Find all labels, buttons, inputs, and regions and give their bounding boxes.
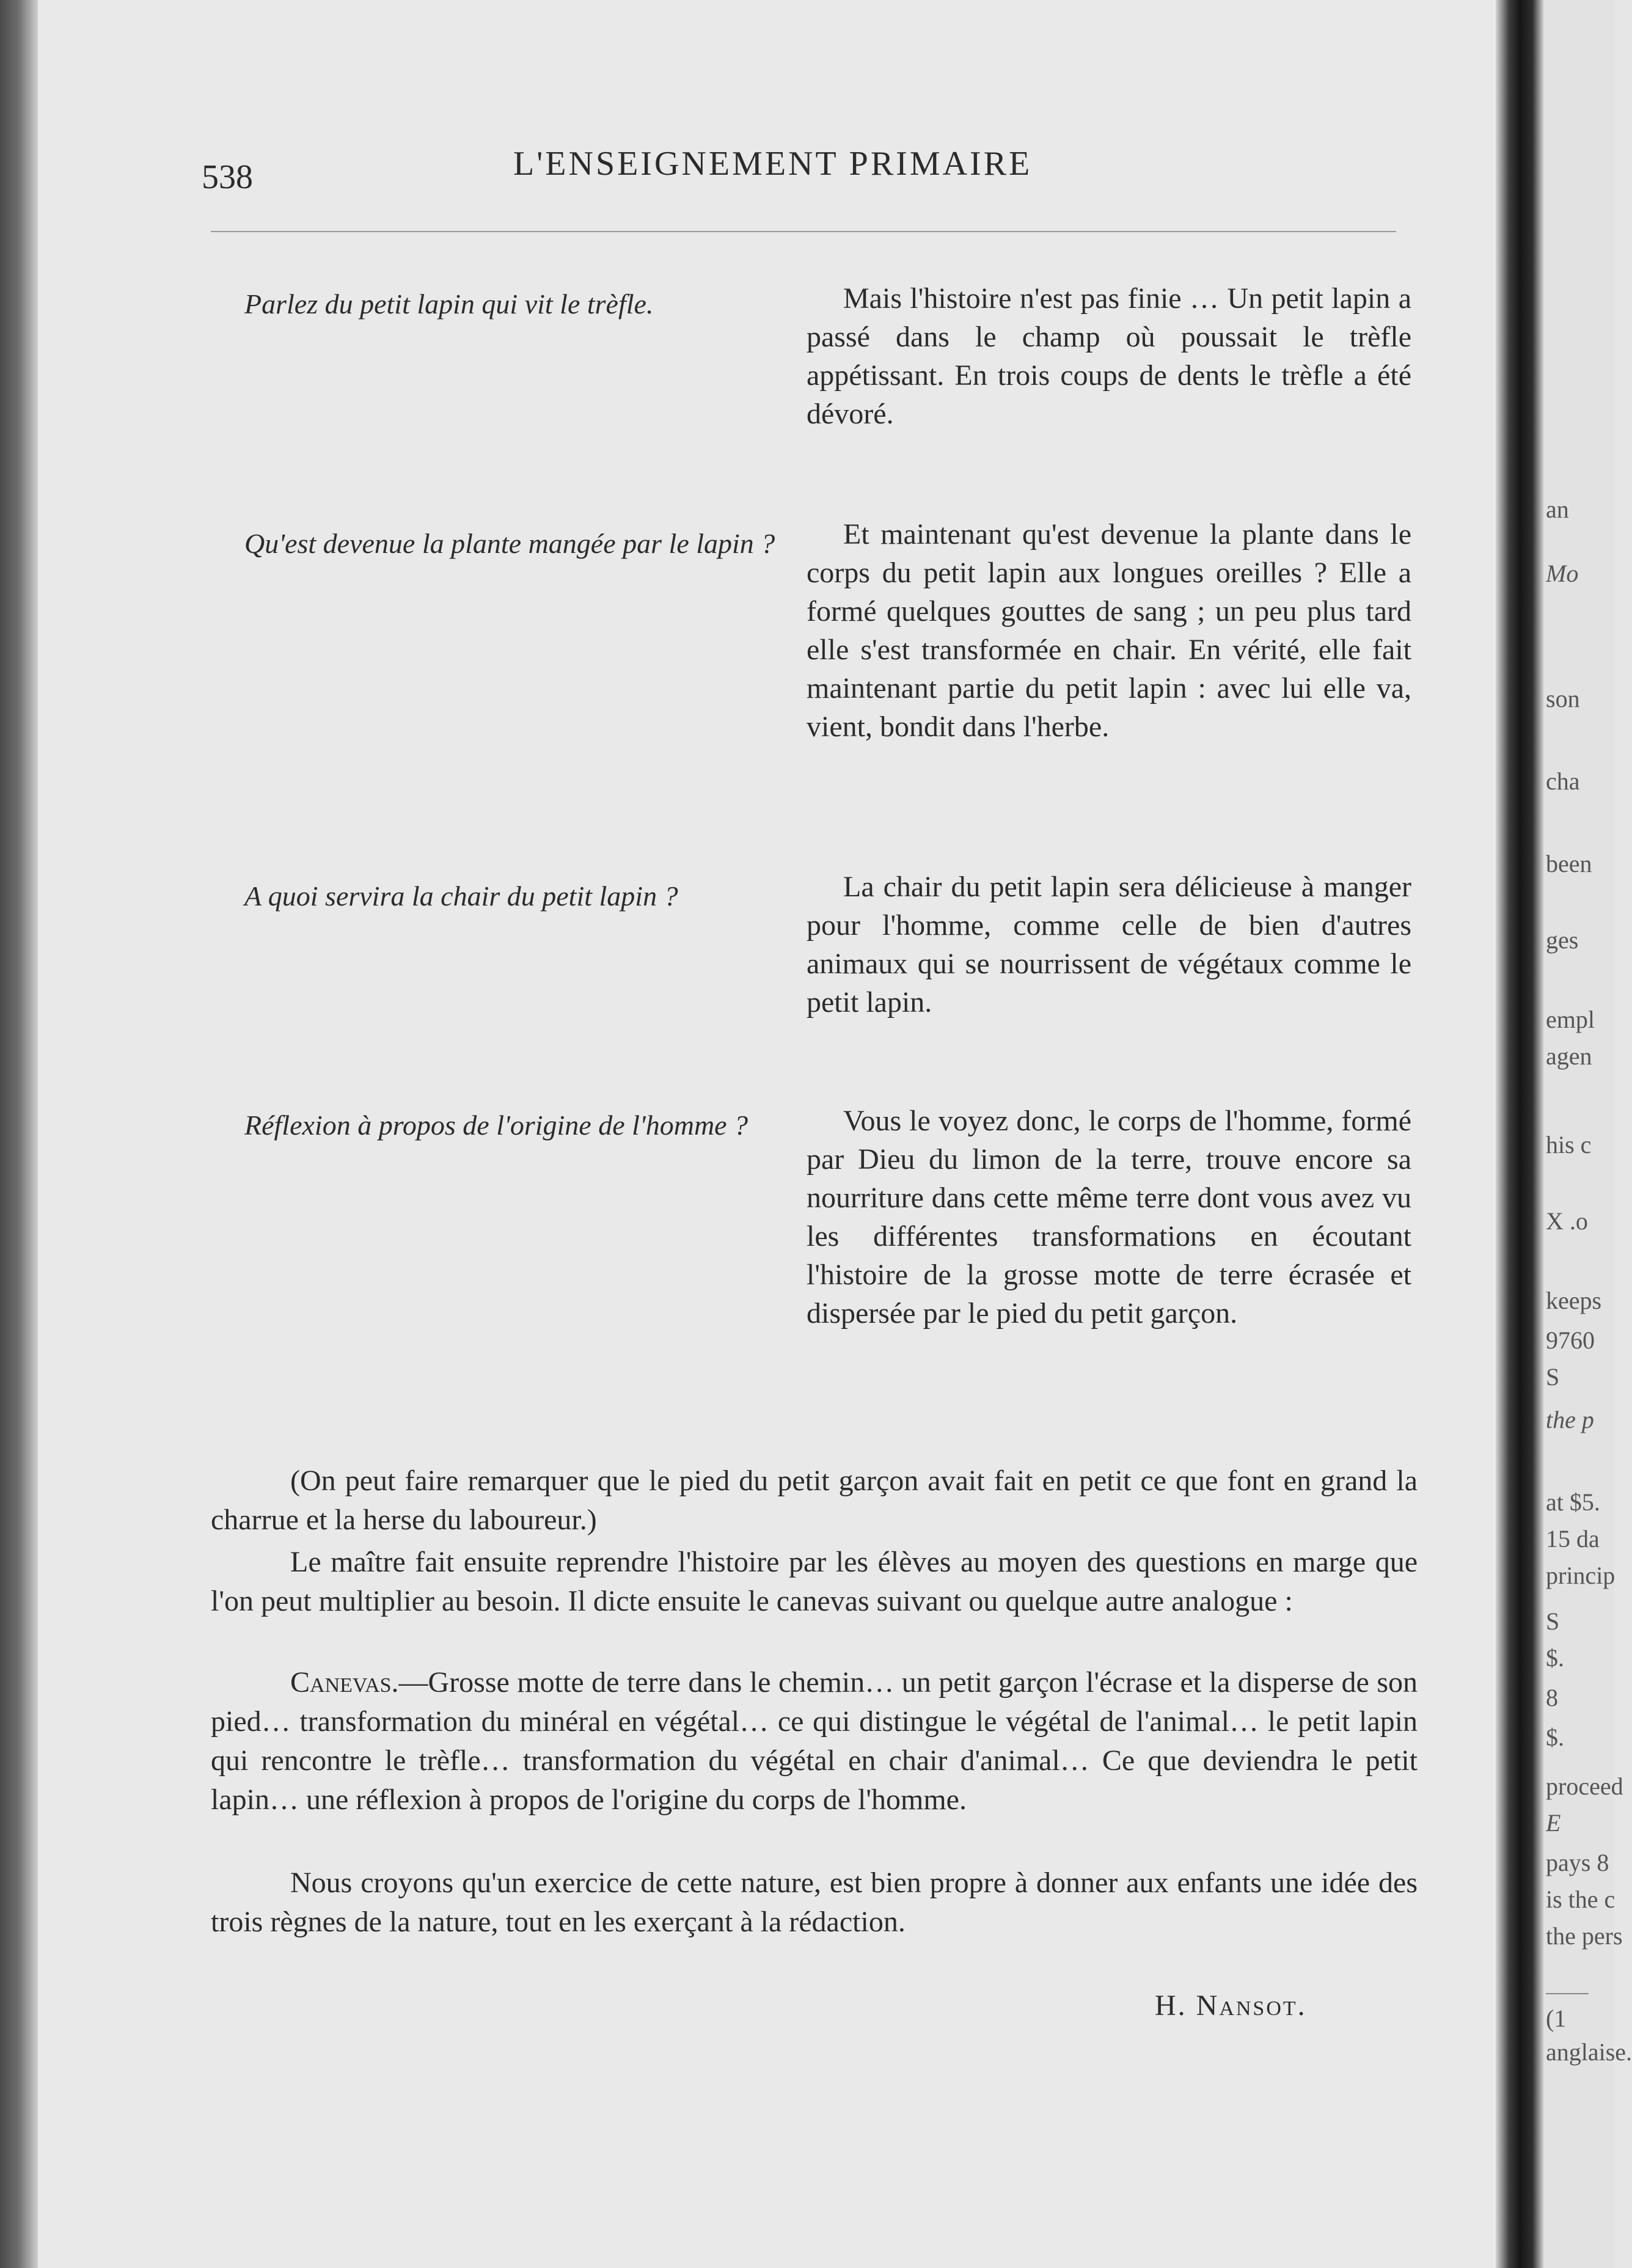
adjacent-fragment: the pers: [1546, 1922, 1623, 1950]
adjacent-fragment: his c: [1546, 1131, 1592, 1158]
answer-paragraph: La chair du petit lapin sera délicieuse à manger pour l'homme, comme celle de bien d'autres animaux qui se nourrissent de végétaux comme le petit lapin.: [807, 871, 1411, 1019]
adjacent-fragment: E: [1546, 1809, 1561, 1837]
adjacent-fragment: pays 8: [1546, 1849, 1609, 1876]
adjacent-fragment: cha: [1546, 767, 1580, 795]
adjacent-fragment: keeps: [1546, 1287, 1602, 1314]
adjacent-fragment: S: [1546, 1363, 1560, 1391]
author-signature: H. Nansot.: [1155, 1989, 1307, 2022]
body-paragraph: Nous croyons qu'un exercice de cette nature, est bien propre à donner aux enfants une idée des trois règnes de la nature, tout en les exerçant à la rédaction.: [211, 1867, 1418, 1938]
adjacent-fragment: X .o: [1546, 1207, 1588, 1235]
adjacent-page: [1543, 0, 1632, 2268]
running-title: L'ENSEIGNEMENT PRIMAIRE: [513, 145, 1033, 183]
adjacent-footnote-rule: [1546, 1993, 1589, 1994]
adjacent-fragment: S: [1546, 1608, 1560, 1635]
answer-paragraph: Mais l'histoire n'est pas finie … Un petit lapin a passé dans le champ où poussait le trèfle appétissant. En trois coups de dents le trèfle a été dévoré.: [807, 282, 1411, 430]
body-paragraph: (On peut faire remarquer que le pied du petit garçon avait fait en petit ce que font en grand la charrue et la herse du laboureur.): [211, 1465, 1418, 1536]
adjacent-fragment: 8: [1546, 1684, 1558, 1711]
body-paragraph: Le maître fait ensuite reprendre l'histoire par les élèves au moyen des questions en marge que l'on peut multiplier au besoin. Il dicte ensuite le canevas suivant ou quelque autre analogue :: [211, 1546, 1418, 1617]
adjacent-fragment: $.: [1546, 1724, 1564, 1751]
adjacent-fragment: Mo: [1546, 560, 1579, 587]
adjacent-fragment: anglaise.: [1546, 2038, 1632, 2066]
book-gutter: [1496, 0, 1543, 2268]
page-number: 538: [202, 158, 253, 196]
adjacent-fragment: an: [1546, 496, 1569, 523]
adjacent-fragment: at $5.: [1546, 1488, 1600, 1516]
adjacent-fragment: (1: [1546, 2005, 1567, 2032]
adjacent-fragment: ges: [1546, 926, 1579, 954]
adjacent-fragment: son: [1546, 685, 1580, 712]
margin-question: Parlez du petit lapin qui vit le trèfle.: [244, 288, 654, 320]
margin-question: A quoi servira la chair du petit lapin ?: [244, 880, 678, 912]
margin-question: Réflexion à propos de l'origine de l'homme ?: [244, 1110, 748, 1141]
adjacent-fragment: 9760: [1546, 1326, 1595, 1354]
canevas-label: Canevas.: [290, 1666, 399, 1699]
adjacent-fragment: 15 da: [1546, 1525, 1600, 1553]
answer-paragraph: Et maintenant qu'est devenue la plante dans le corps du petit lapin aux longues oreilles ? Elle a formé quelques gouttes de sang ; un peu plus tard elle s'est transformée en chair. En vérité, elle fait maintenant partie du petit lapin : avec lui elle va, vient, bondit dans l'herbe.: [807, 518, 1411, 743]
adjacent-fragment: is the c: [1546, 1886, 1616, 1913]
header-rule: [211, 231, 1396, 232]
book-left-edge: [0, 0, 38, 2268]
adjacent-fragment: been: [1546, 850, 1592, 877]
canevas-paragraph: [211, 1663, 1418, 1820]
adjacent-fragment: empl: [1546, 1006, 1595, 1033]
adjacent-fragment: the p: [1546, 1406, 1594, 1433]
adjacent-fragment: $.: [1546, 1644, 1564, 1672]
adjacent-fragment: proceed: [1546, 1772, 1623, 1800]
answer-paragraph: Vous le voyez donc, le corps de l'homme, formé par Dieu du limon de la terre, trouve encore sa nourriture dans cette même terre dont vous avez vu les différentes transformations en écoutant l'histoire de la grosse motte de terre écrasée et dispersée par le pied du petit garçon.: [807, 1105, 1411, 1330]
margin-question: Qu'est devenue la plante mangée par le lapin ?: [244, 528, 775, 559]
canevas-text: —Grosse motte de terre dans le chemin… un petit garçon l'écrase et la disperse de son pied… transformation du minéral en végétal… ce qui distingue le végétal de l'animal… le petit lapin qui rencontre le trèfle… transformation du végétal en chair d'animal… Ce que deviendra le petit lapin… une réflexion à propos de l'origine du corps de l'homme.: [211, 1666, 1418, 1816]
adjacent-fragment: agen: [1546, 1042, 1592, 1070]
adjacent-fragment: princip: [1546, 1562, 1616, 1589]
